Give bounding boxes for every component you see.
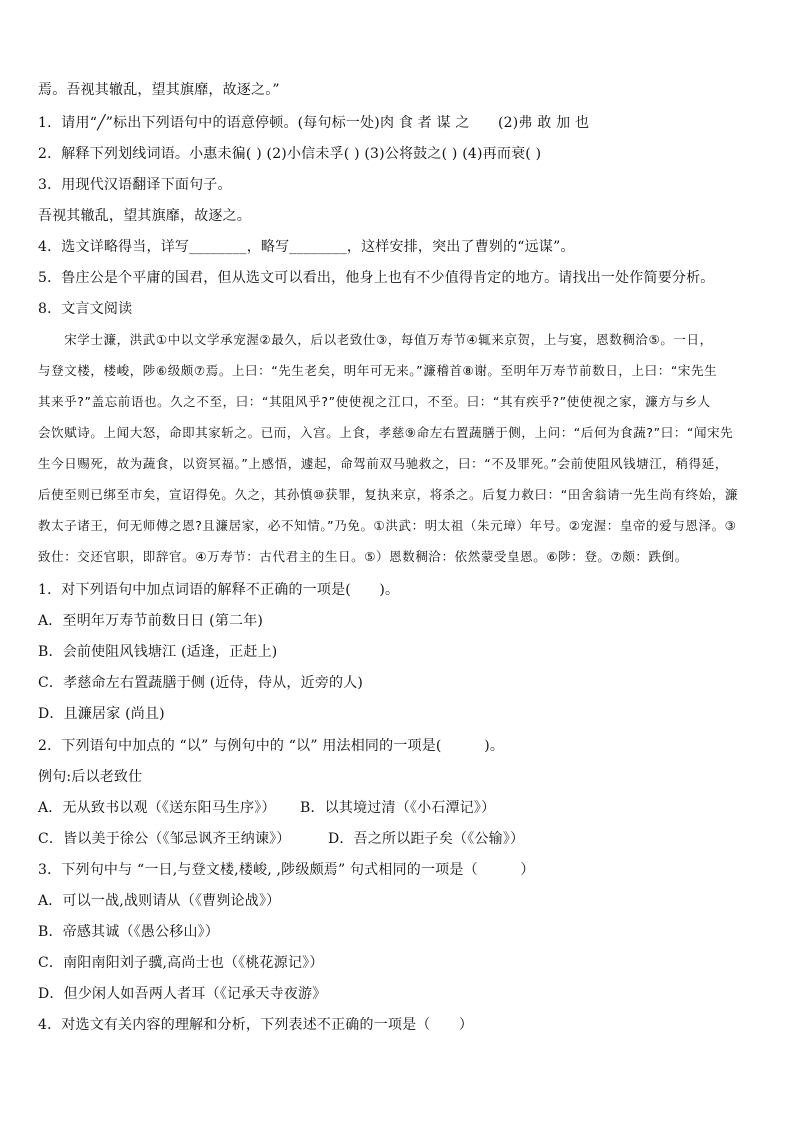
mc-question-2-option-b: B．以其境过清（《小石潭记》） xyxy=(300,800,496,816)
mc-question-2-option-d: D．吾之所以距子矣（《公输》） xyxy=(328,831,525,847)
passage-line-4: 会饮赋诗。上闻大怒，命即其家斩之。已而，入宫。上食，孝慈⑨命左右置蔬膳于侧，上问：“后何为食蔬?”曰：“闻宋先 xyxy=(38,425,734,440)
mc-question-1-option-c: C．孝慈命左右置蔬膳于侧 (近侍，侍从，近旁的人) xyxy=(38,675,364,691)
passage-line-2: 与登文楼，楼峻，陟⑥级颇⑦焉。上曰：“先生老矣，明年可无来。”濂稽首⑧谢。至明年万寿节前数日，上曰：“宋先生 xyxy=(38,363,718,378)
mc-question-1: 1．对下列语句中加点词语的解释不正确的一项是( )。 xyxy=(38,582,400,598)
mc-question-1-option-d: D．且濂居家 (尚且) xyxy=(38,706,165,722)
passage-line-8: 致仕：交还官职，即辞官。④万寿节：古代君主的生日。⑤）恩数稠洽：依然蒙受皇恩。⑥陟：登。⑦颇：跌倒。 xyxy=(38,549,688,564)
question-2-word-explanation: 2．解释下列划线词语。小惠未徧( ) (2)小信未孚( ) (3)公将鼓之( ) (4)再而衰( ) xyxy=(38,146,542,162)
question-1-pause-marking: 1．请用“╱”标出下列语句中的语意停顿。(每句标一处)肉 食 者 谋 之 (2)弗 敢 加 也 xyxy=(38,115,590,131)
mc-question-2: 2．下列语句中加点的 “以” 与例句中的 “以” 用法相同的一项是( )。 xyxy=(38,738,505,754)
question-3-translation: 3．用现代汉语翻译下面句子。 xyxy=(38,177,232,193)
question-4-detail-fill-in: 4．选文详略得当，详写________，略写________，这样安排，突出了曹刿的“远谋”。 xyxy=(38,239,575,255)
mc-question-1-option-b: B．会前使阻风钱塘江 (适逢，正赶上) xyxy=(38,644,278,660)
mc-question-2-row-ab xyxy=(38,798,764,818)
mc-question-3-option-d: D．但少闲人如吾两人者耳（《记承天寺夜游》 xyxy=(38,986,327,1002)
passage-line-5: 生今日赐死，故为蔬食，以资冥福。”上感悟，遽起，命驾前双马驰救之，曰：“不及罪死。”会前使阻风钱塘江，稍得延， xyxy=(38,456,728,471)
mc-question-3: 3．下列句中与 “一日,与登文楼,楼峻, ,陟级颇焉” 句式相同的一项是（ ） xyxy=(38,862,535,878)
mc-question-1-option-a: A．至明年万寿节前数日日 (第二年) xyxy=(38,613,264,629)
mc-question-3-option-a: A．可以一战,战则请从（《曹刿论战》） xyxy=(38,893,281,909)
passage-line-6: 后使至则已绑至市矣，宣诏得免。久之，其孙慎⑩获罪，复执来京，将杀之。后复力救曰：“田舍翁请一先生尚有终始，濂 xyxy=(38,487,739,502)
translation-sentence: 吾视其辙乱，望其旗靡，故逐之。 xyxy=(38,208,251,224)
prev-passage-ending: 焉。吾视其辙乱，望其旗靡，故逐之。” xyxy=(38,82,280,98)
section-8-heading: 8．文言文阅读 xyxy=(38,301,133,317)
mc-question-2-example: 例句:后以老致仕 xyxy=(38,769,143,785)
mc-question-3-option-b: B．帝感其诚（《愚公移山》） xyxy=(38,924,220,940)
passage-line-7: 教太子诸王，何无师傅之恩?且濂居家，必不知情。”乃免。①洪武：明太祖（朱元璋）年号。②宠渥：皇帝的爱与恩泽。③ xyxy=(38,518,737,533)
mc-question-2-row-cd xyxy=(38,829,764,849)
mc-question-4: 4．对选文有关内容的理解和分析，下列表述不正确的一项是（ ） xyxy=(38,1017,474,1033)
question-5-analysis: 5．鲁庄公是个平庸的国君，但从选文可以看出，他身上也有不少值得肯定的地方。请找出一处作简要分析。 xyxy=(38,270,715,286)
mc-question-3-option-c: C．南阳南阳刘子骥,高尚士也（《桃花源记》） xyxy=(38,955,324,971)
passage-line-3: 其来乎?”盖忘前语也。久之不至，曰：“其阻风乎?”使使视之江口，不至。曰：“其有疾乎?”使使视之家，濂方与乡人 xyxy=(38,394,711,409)
mc-question-2-option-c: C．皆以美于徐公（《邹忌讽齐王纳谏》） xyxy=(38,831,291,847)
passage-line-1: 宋学士濂，洪武①中以文学承宠渥②最久，后以老致仕③，每值万寿节④辄来京贺，上与宴，恩数稠洽⑤。一日， xyxy=(38,332,713,347)
mc-question-2-option-a: A．无从致书以观（《送东阳马生序》） xyxy=(38,800,276,816)
